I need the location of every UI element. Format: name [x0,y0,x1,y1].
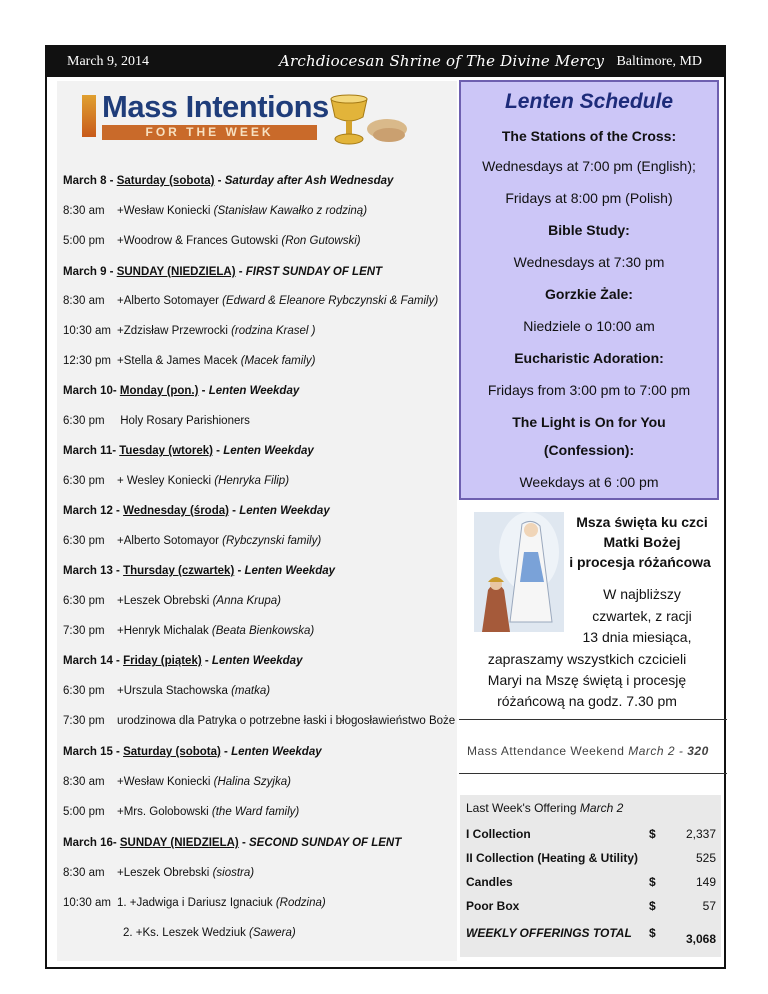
offering-amount: 149 [695,875,716,889]
lenten-heading: Gorzkie Żale: [545,286,633,302]
intention-time: 7:30 pm [63,715,105,727]
day-name: Saturday (sobota) [116,175,215,187]
day-name: Thursday (czwartek) [123,565,235,577]
day-name: Saturday (sobota) [123,746,221,758]
day-liturgy: Saturday after Ash Wednesday [224,175,394,187]
intention-requester: (Henryka Filip) [214,475,290,487]
day-header [63,266,382,278]
intention-requester: (siostra) [212,867,255,879]
offering-label: WEEKLY OFFERINGS TOTAL [466,926,632,940]
lenten-time: Fridays from 3:00 pm to 7:00 pm [487,382,691,398]
day-header [63,175,393,187]
intention-requester: (matka) [231,685,271,697]
mass-intentions-logo [82,89,412,151]
lenten-title: Lenten Schedule [504,90,674,113]
intention-text: Holy Rosary Parishioners [117,415,250,427]
offering-label: Candles [466,875,513,889]
lenten-heading: (Confession): [543,442,635,458]
day-header [63,746,322,758]
divider-line [459,773,727,774]
intention-text: +Leszek Obrebski [117,595,213,607]
offering-amount: 525 [695,851,716,865]
offering-amount: 3,068 [685,932,716,946]
day-liturgy: Lenten Weekday [239,505,330,517]
intention-text: +Stella & James Macek [117,355,241,367]
lenten-heading: Bible Study: [548,222,630,238]
intention-text: +Alberto Sotomayor [117,535,223,547]
attendance-label: Mass Attendance Weekend [467,744,629,758]
intention-text: +Alberto Sotomayer [117,295,223,307]
chalice-icon [317,91,407,149]
day-date: March 12 - [63,505,124,517]
day-liturgy: SECOND SUNDAY OF LENT [248,837,402,849]
intention-requester: (Edward & Eleanore Rybczynski & Family) [222,295,439,307]
offering-label: I Collection [466,827,531,841]
intention-time: 10:30 am [63,897,111,909]
day-sep: - [235,266,246,278]
day-header [63,385,299,397]
intention-row [63,927,296,939]
dollar-sign: $ [649,875,656,889]
intention-requester: (Ron Gutowski) [281,235,361,247]
intention-row [63,535,321,547]
intention-requester: (Rodzina) [275,897,326,909]
intention-row [63,415,250,427]
day-date: March 13 - [63,565,124,577]
day-liturgy: Lenten Weekday [208,385,300,397]
offering-amount: 57 [702,899,716,913]
intention-text: +Wesław Koniecki [117,205,214,217]
intention-text: +Zdzisław Przewrocki [117,325,232,337]
intention-text: + Wesley Koniecki [117,475,215,487]
intention-text: +Woodrow & Frances Gutowski [117,235,282,247]
intention-requester: (Halina Szyjka) [213,776,291,788]
lenten-time: Fridays at 8:00 pm (Polish) [505,190,673,206]
day-sep: - [234,565,245,577]
day-name: Friday (piątek) [123,655,202,667]
msza-title-1: Msza święta ku czci [576,514,708,530]
day-name: Monday (pon.) [119,385,199,397]
msza-text-2: czwartek, z racji [592,608,692,624]
intention-text: +Henryk Michalak [117,625,212,637]
lenten-time: Wednesdays at 7:00 pm (English); [482,158,696,174]
intention-time: 6:30 pm [63,475,105,487]
day-date: March 14 - [63,655,124,667]
intention-text: 2. +Ks. Leszek Wedziuk [123,927,250,939]
intention-requester: (Rybczynski family) [222,535,322,547]
day-name: SUNDAY (NIEDZIELA) [119,837,239,849]
intention-time: 8:30 am [63,205,105,217]
intention-row [63,235,361,247]
attendance-value: 320 [687,744,709,758]
shrine-name: Archdiocesan Shrine of The Divine Mercy [279,52,605,70]
offering-amount: 2,337 [685,827,716,841]
intention-time: 8:30 am [63,295,105,307]
day-liturgy: FIRST SUNDAY OF LENT [245,266,383,278]
intention-time: 5:00 pm [63,806,105,818]
msza-announcement [462,512,722,742]
intention-row [63,806,299,818]
intention-requester: (rodzina Krasel ) [231,325,316,337]
intention-row [63,776,291,788]
intention-row [63,595,281,607]
day-header [63,565,335,577]
msza-text-1: W najbliższy [603,586,681,602]
day-header [63,445,314,457]
shrine-city: Baltimore, MD [616,54,702,69]
attendance-date: March 2 - [628,744,688,758]
day-sep: - [228,505,240,517]
day-sep: - [212,445,224,457]
intention-requester: (Macek family) [240,355,316,367]
intention-text: +Leszek Obrebski [117,867,213,879]
logo-accent-bar [82,95,96,137]
intention-requester: (Stanisław Kawałko z rodziną) [213,205,368,217]
day-name: Tuesday (wtorek) [119,445,213,457]
divider-line [459,719,727,720]
day-date: March 15 - [63,746,124,758]
intention-row [63,867,254,879]
day-sep: - [214,175,225,187]
day-sep: - [220,746,232,758]
bulletin-date: March 9, 2014 [67,54,150,69]
lenten-heading: The Light is On for You [512,414,666,430]
logo-title: Mass Intentions [102,89,329,124]
day-liturgy: Lenten Weekday [231,746,322,758]
mass-attendance [467,744,709,758]
intention-row [63,325,315,337]
lenten-time: Niedziele o 10:00 am [523,318,655,334]
dollar-sign: $ [649,899,656,913]
day-name: SUNDAY (NIEDZIELA) [116,266,236,278]
intention-requester: (the Ward family) [211,806,300,818]
msza-text-3: 13 dnia miesiąca, [582,629,692,645]
intention-row [63,715,455,727]
lenten-heading: The Stations of the Cross: [501,128,677,144]
offering-label: Poor Box [466,899,520,913]
intention-time: 6:30 pm [63,595,105,607]
lenten-time: Weekdays at 6 :00 pm [519,474,659,490]
intention-row [63,295,438,307]
intention-time: 6:30 pm [63,685,105,697]
intention-text: +Mrs. Golobowski [117,806,212,818]
intention-time: 12:30 pm [63,355,111,367]
day-liturgy: Lenten Weekday [244,565,336,577]
offering-table [460,795,721,957]
intention-row [63,897,326,909]
day-date: March 11- [63,445,120,457]
bulletin-page [45,45,726,969]
day-liturgy: Lenten Weekday [211,655,303,667]
intention-row [63,355,315,367]
msza-title-3: i procesja różańcowa [569,554,711,570]
day-date: March 16- [63,837,120,849]
logo-subtitle: FOR THE WEEK [102,125,317,140]
lenten-schedule-box [459,80,719,500]
day-sep: - [198,385,209,397]
day-header [63,837,401,849]
offering-label: II Collection (Heating & Utility) [466,851,639,865]
day-date: March 8 - [63,175,117,187]
dollar-sign: $ [649,926,656,940]
day-sep: - [238,837,249,849]
msza-title-2: Matki Bożej [603,534,681,550]
dollar-sign: $ [649,827,656,841]
msza-text-4: zapraszamy wszystkich czcicieli [487,651,687,667]
day-name: Wednesday (środa) [123,505,229,517]
day-header [63,655,302,667]
mass-intentions-panel [57,81,457,961]
day-header [63,505,330,517]
intention-row [63,475,289,487]
intention-time: 8:30 am [63,776,105,788]
intention-text: 1. +Jadwiga i Dariusz Ignaciuk [117,897,276,909]
intention-requester: (Beata Bienkowska) [211,625,315,637]
intention-row [63,625,314,637]
intention-time: 6:30 pm [63,415,105,427]
header-bar [47,47,724,77]
offering-title-date: March 2 [579,801,624,815]
intention-time: 7:30 pm [63,625,105,637]
intention-time: 5:00 pm [63,235,105,247]
intention-requester: (Anna Krupa) [212,595,281,607]
lenten-time: Wednesdays at 7:30 pm [513,254,665,270]
intention-time: 6:30 pm [63,535,105,547]
intention-text: +Wesław Koniecki [117,776,214,788]
intention-row [63,685,270,697]
our-lady-image [474,512,564,632]
intention-requester: (Sawera) [249,927,296,939]
lenten-heading: Eucharistic Adoration: [514,350,664,366]
day-sep: - [201,655,212,667]
intention-text: +Urszula Stachowska [117,685,232,697]
intention-time: 10:30 am [63,325,111,337]
offering-title [466,801,716,815]
intention-row [63,205,367,217]
day-date: March 10- [63,385,120,397]
offering-title-label: Last Week's Offering [466,801,580,815]
msza-text-6: różańcową na godz. 7.30 pm [497,693,677,709]
day-date: March 9 - [63,266,117,278]
intention-text: urodzinowa dla Patryka o potrzebne łaski i błogosławieństwo Boże [117,715,456,727]
intention-time: 8:30 am [63,867,105,879]
msza-text-5: Maryi na Mszę świętą i procesję [487,672,687,688]
day-liturgy: Lenten Weekday [223,445,314,457]
